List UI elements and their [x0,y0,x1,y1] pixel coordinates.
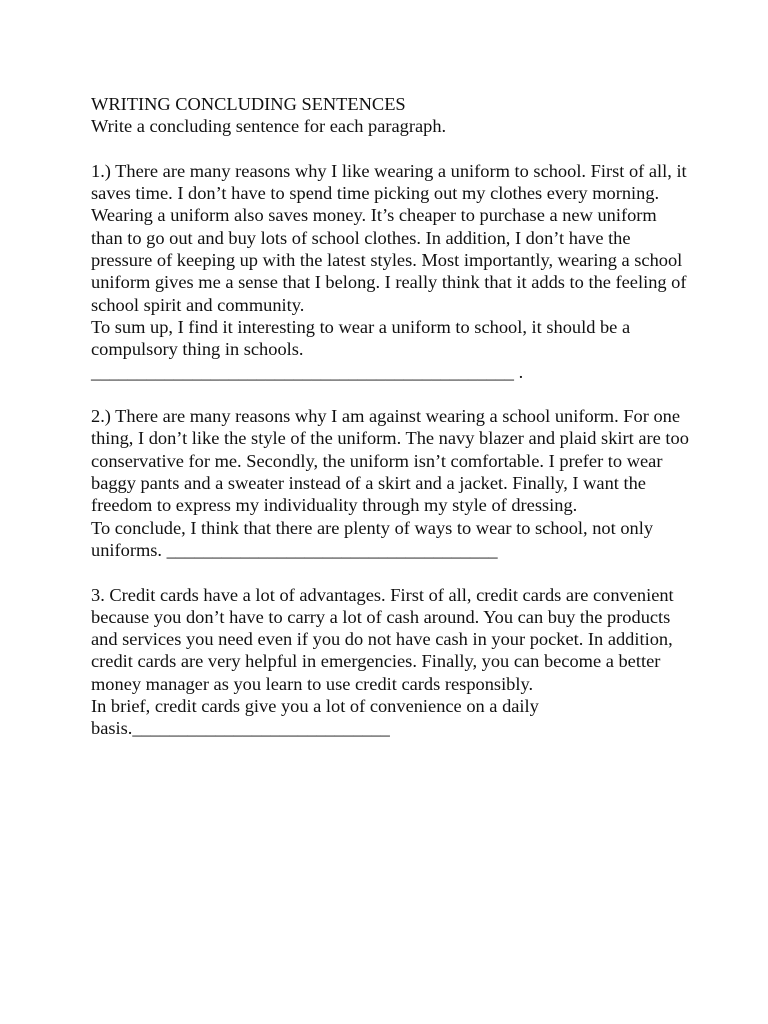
page-title: WRITING CONCLUDING SENTENCES [91,94,406,114]
instruction-text: Write a concluding sentence for each paragraph. [91,116,447,137]
paragraph-1-conclusion: To sum up, I find it interesting to wear a uniform to school, it should be a compulsory thing in schools. [91,316,631,360]
document-content [91,93,691,740]
paragraph-1-answer-blank: ______________________________________________ . [91,361,524,382]
paragraph-3-conclusion: In brief, credit cards give you a lot of convenience on a daily basis.____________________________ [91,696,539,739]
paragraph-spacer [91,383,691,405]
paragraph-2-body: 2.) There are many reasons why I am against wearing a school uniform. For one thing, I don’t like the style of the uniform. The navy blazer and plaid skirt are too conservative for me. Secondly, the uniform isn’t comfortable. I prefer to wear baggy pants and a sweater instead of a skirt and a jacket. Finally, I want the freedom to express my individuality through my style of dressing. [91,406,689,516]
paragraph-3-body: 3. Credit cards have a lot of advantages. First of all, credit cards are convenient because you don’t have to carry a lot of cash around. You can buy the products and services you need even if you do not have cash in your pocket. In addition, credit cards are very helpful in emergencies. Finally, you can become a better money manager as you learn to use credit cards responsibly. [91,584,674,694]
paragraph-2-conclusion: To conclude, I think that there are plenty of ways to wear to school, not only uniforms. ____________________________________ [91,517,654,560]
paragraph-spacer [91,561,691,583]
paragraph-1-body: 1.) There are many reasons why I like wearing a uniform to school. First of all, it saves time. I don’t have to spend time picking out my clothes every morning. Wearing a uniform also saves money. It’s cheaper to purchase a new uniform than to go out and buy lots of school clothes. In addition, I don’t have the pressure of keeping up with the latest styles. Most importantly, wearing a school uniform gives me a sense that I belong. I really think that it adds to the feeling of school spirit and community. [91,160,687,315]
paragraph-spacer [91,138,691,160]
